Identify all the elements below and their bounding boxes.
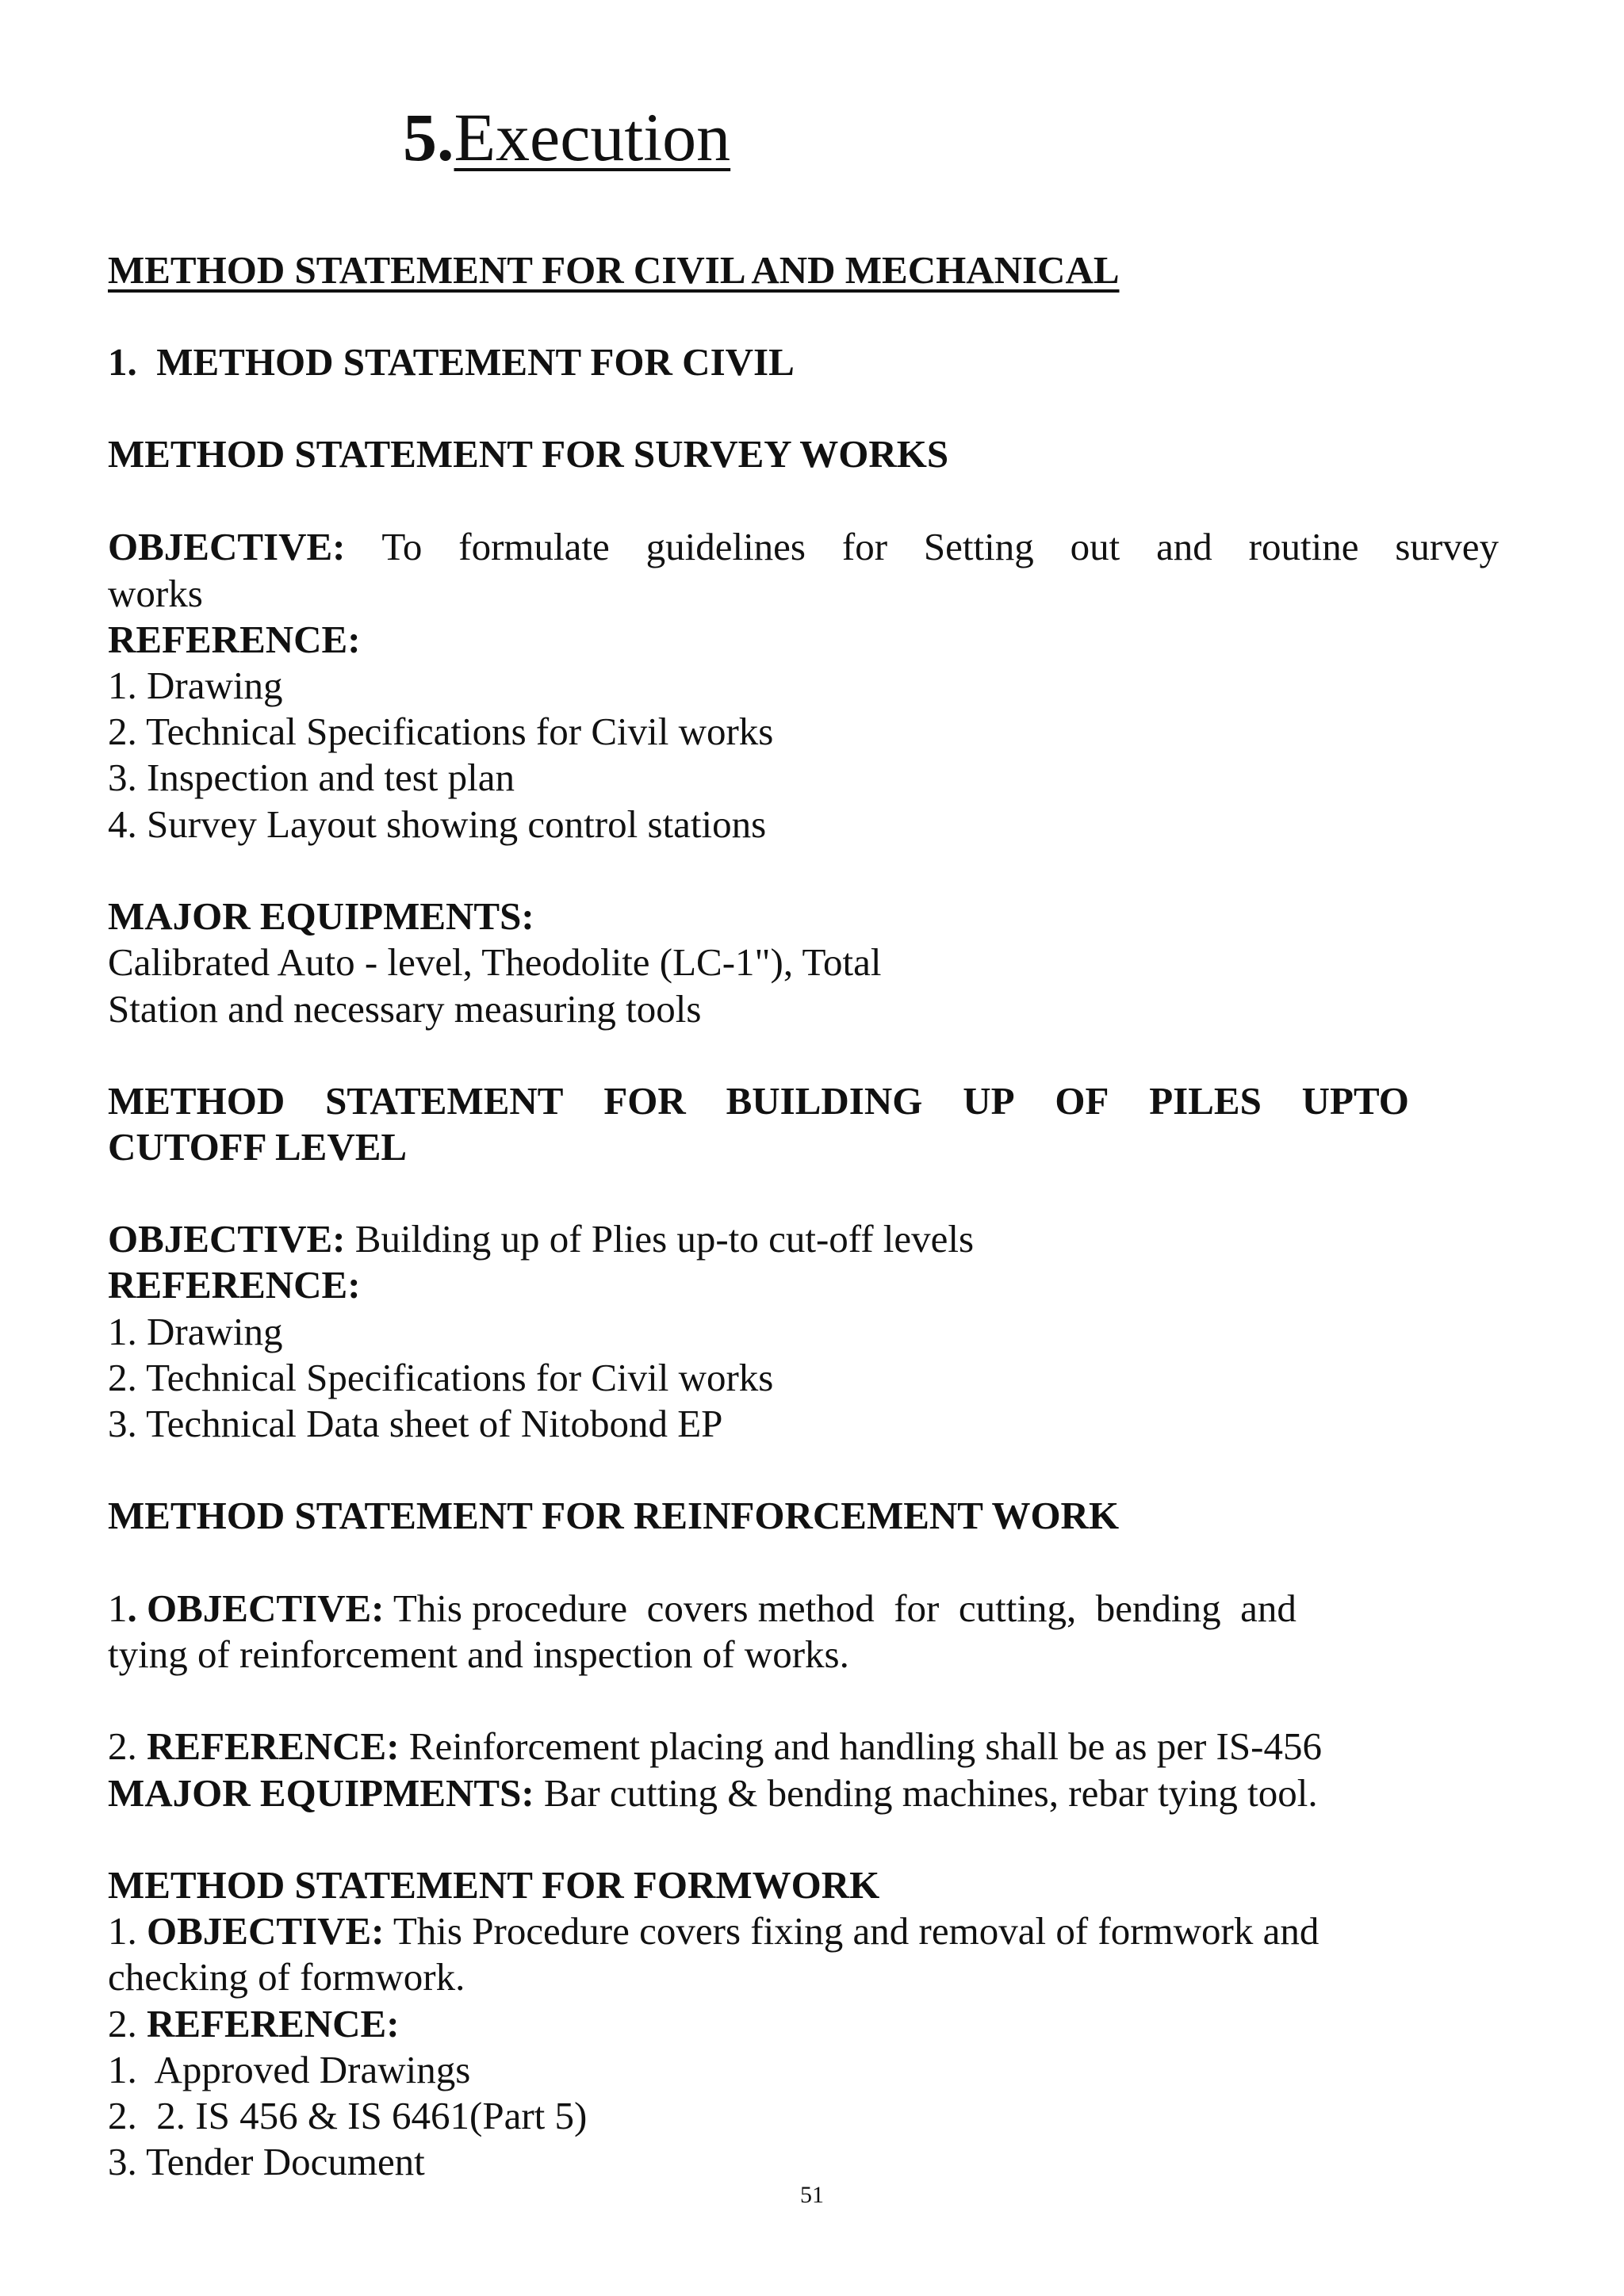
reinforcement-equipment-label: MAJOR EQUIPMENTS: (108, 1771, 534, 1815)
survey-objective-continuation: works (108, 572, 203, 615)
reinforcement-objective-text: This procedure covers method for cutting, bending and (384, 1586, 1297, 1630)
survey-objective-line (108, 527, 1499, 566)
survey-objective-word: for (841, 525, 888, 568)
piles-objective-text: Building up of Plies up-to cut-off levels (345, 1217, 975, 1261)
formwork-reference-item: 2. 2. IS 456 & IS 6461(Part 5) (108, 2094, 588, 2137)
heading-word: UP (963, 1079, 1015, 1123)
heading-word: FOR (603, 1079, 686, 1123)
reinforcement-reference-label: REFERENCE: (147, 1724, 400, 1768)
survey-equipment-line: Calibrated Auto - level, Theodolite (LC-1"), Total (108, 940, 882, 984)
survey-reference-item: 1. Drawing (108, 664, 283, 707)
piles-reference-item: 3. Technical Data sheet of Nitobond EP (108, 1402, 723, 1445)
reinforcement-objective-continuation: tying of reinforcement and inspection of works. (108, 1632, 849, 1676)
heading-building-up-piles (108, 1079, 1409, 1123)
survey-objective-label: OBJECTIVE: (108, 525, 346, 568)
formwork-reference-item: 1. Approved Drawings (108, 2048, 471, 2091)
page-title (403, 99, 731, 175)
reinforcement-objective-label: . OBJECTIVE: (127, 1586, 385, 1630)
survey-equipment-label: MAJOR EQUIPMENTS: (108, 894, 534, 938)
formwork-objective-text: This Procedure covers fixing and removal of formwork and (384, 1909, 1320, 1953)
heading-building-up-piles-continuation: CUTOFF LEVEL (108, 1125, 408, 1169)
survey-objective-word: To (381, 525, 423, 568)
heading-word: OF (1055, 1079, 1109, 1123)
survey-objective-word: routine (1248, 525, 1359, 568)
formwork-objective-number: 1. (108, 1909, 147, 1953)
reinforcement-objective-line (108, 1586, 1297, 1630)
piles-objective-label: OBJECTIVE: (108, 1217, 346, 1261)
heading-word: STATEMENT (325, 1079, 564, 1123)
heading-method-statement-civil-mechanical: METHOD STATEMENT FOR CIVIL AND MECHANICAL (108, 248, 1120, 292)
survey-reference-item: 3. Inspection and test plan (108, 756, 515, 799)
survey-objective-word: guidelines (645, 525, 806, 568)
heading-method-statement-civil: 1. METHOD STATEMENT FOR CIVIL (108, 340, 795, 384)
reinforcement-equipment-text: Bar cutting & bending machines, rebar tying tool. (534, 1771, 1318, 1815)
reinforcement-objective-number: 1 (108, 1586, 128, 1630)
heading-word: UPTO (1301, 1079, 1409, 1123)
section-number: 5. (403, 99, 454, 175)
piles-reference-item: 2. Technical Specifications for Civil works (108, 1356, 774, 1399)
heading-word: METHOD (108, 1079, 285, 1123)
survey-objective-word: out (1070, 525, 1120, 568)
heading-word: BUILDING (726, 1079, 923, 1123)
survey-equipment-line: Station and necessary measuring tools (108, 987, 702, 1031)
survey-reference-label: REFERENCE: (108, 618, 361, 661)
survey-objective-word: and (1156, 525, 1212, 568)
heading-reinforcement-work: METHOD STATEMENT FOR REINFORCEMENT WORK (108, 1494, 1120, 1537)
reinforcement-reference-number: 2. (108, 1724, 147, 1768)
piles-reference-label: REFERENCE: (108, 1263, 361, 1307)
formwork-reference-item: 3. Tender Document (108, 2140, 425, 2183)
formwork-objective-continuation: checking of formwork. (108, 1955, 465, 1999)
heading-word: PILES (1149, 1079, 1262, 1123)
reinforcement-reference-text: Reinforcement placing and handling shall be as per IS-456 (399, 1724, 1322, 1768)
heading-survey-works: METHOD STATEMENT FOR SURVEY WORKS (108, 432, 949, 476)
reinforcement-equipment-line (108, 1771, 1318, 1815)
reinforcement-reference-line (108, 1724, 1322, 1768)
formwork-objective-line (108, 1909, 1320, 1953)
formwork-objective-label: OBJECTIVE: (147, 1909, 385, 1953)
heading-formwork: METHOD STATEMENT FOR FORMWORK (108, 1863, 880, 1907)
section-title: Execution (454, 99, 731, 175)
survey-objective-word: formulate (458, 525, 610, 568)
formwork-reference-label: REFERENCE: (147, 2002, 400, 2045)
survey-reference-item: 4. Survey Layout showing control stations (108, 802, 767, 846)
piles-objective-line (108, 1217, 975, 1261)
piles-reference-item: 1. Drawing (108, 1310, 283, 1353)
survey-reference-item: 2. Technical Specifications for Civil works (108, 710, 774, 753)
survey-objective-word: survey (1395, 525, 1499, 568)
formwork-reference-number: 2. (108, 2002, 147, 2045)
survey-objective-word: Setting (923, 525, 1034, 568)
page-number: 51 (800, 2182, 824, 2208)
formwork-reference-line (108, 2004, 400, 2043)
